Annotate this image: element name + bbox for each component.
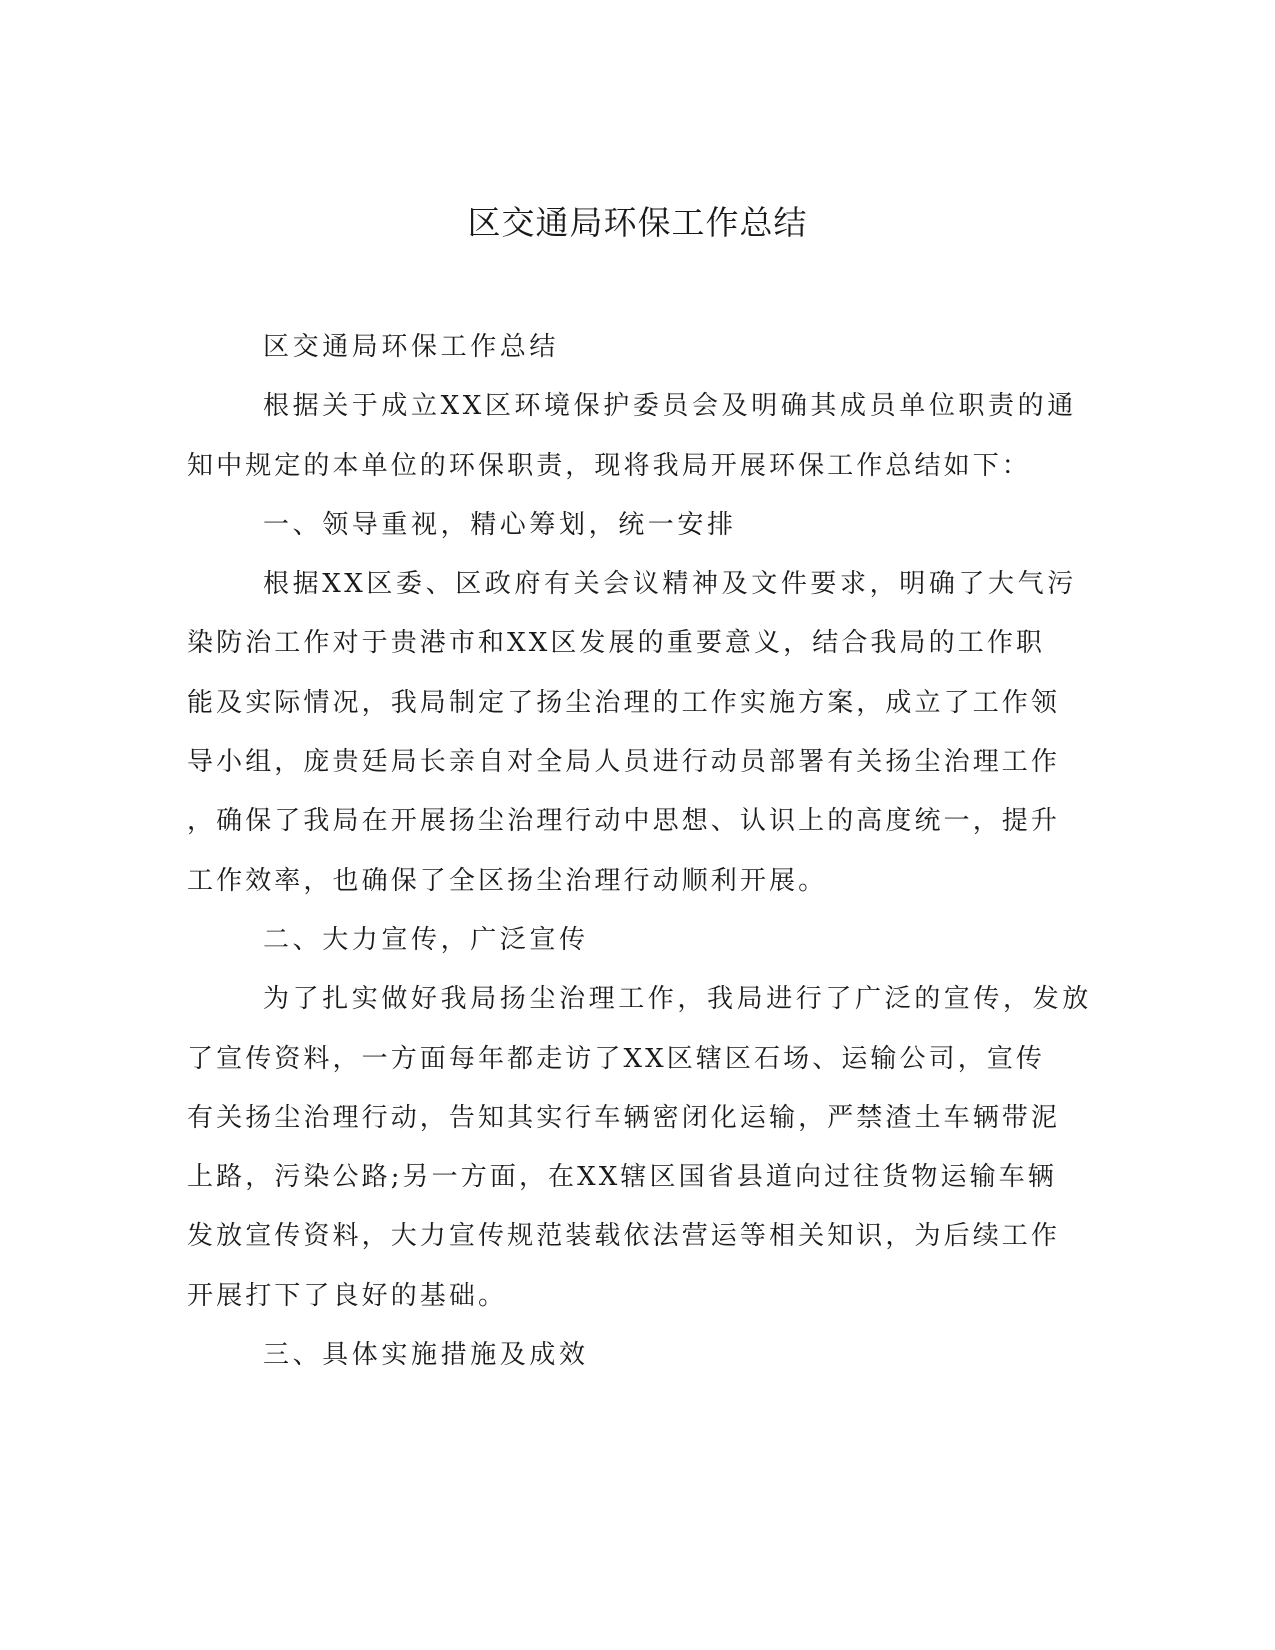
paragraph-line: 开展打下了良好的基础。	[187, 1280, 508, 1311]
paragraph-line: 导小组，庞贵廷局长亲自对全局人员进行动员部署有关扬尘治理工作	[187, 747, 1061, 778]
paragraph-line: ，确保了我局在开展扬尘治理行动中思想、认识上的高度统一，提升	[187, 806, 1061, 837]
document-title: 区交通局环保工作总结	[467, 203, 808, 242]
section-heading-2: 二、大力宣传，广泛宣传	[263, 924, 589, 955]
paragraph-line: 染防治工作对于贵港市和XX区发展的重要意义，结合我局的工作职	[187, 628, 1046, 659]
section-heading-1: 一、领导重视，精心筹划，统一安排	[263, 509, 737, 540]
paragraph-line: 根据XX区委、区政府有关会议精神及文件要求，明确了大气污	[263, 569, 1077, 600]
paragraph-line: 上路，污染公路;另一方面，在XX辖区国省县道向过往货物运输车辆	[187, 1162, 1057, 1193]
paragraph-line: 知中规定的本单位的环保职责，现将我局开展环保工作总结如下：	[187, 450, 1031, 481]
paragraph-line: 为了扎实做好我局扬尘治理工作，我局进行了广泛的宣传，发放	[263, 984, 1092, 1015]
subtitle-line: 区交通局环保工作总结	[263, 332, 560, 362]
paragraph-line: 有关扬尘治理行动，告知其实行车辆密闭化运输，严禁渣土车辆带泥	[187, 1102, 1061, 1133]
section-heading-3: 三、具体实施措施及成效	[263, 1340, 589, 1371]
paragraph-line: 根据关于成立XX区环境保护委员会及明确其成员单位职责的通	[263, 391, 1077, 422]
paragraph-line: 发放宣传资料，大力宣传规范装载依法营运等相关知识，为后续工作	[187, 1221, 1061, 1252]
document-body	[187, 318, 1092, 1385]
paragraph-line: 能及实际情况，我局制定了扬尘治理的工作实施方案，成立了工作领	[187, 687, 1061, 718]
paragraph-line: 了宣传资料，一方面每年都走访了XX区辖区石场、运输公司，宣传	[187, 1043, 1046, 1074]
paragraph-line: 工作效率，也确保了全区扬尘治理行动顺利开展。	[187, 865, 828, 896]
